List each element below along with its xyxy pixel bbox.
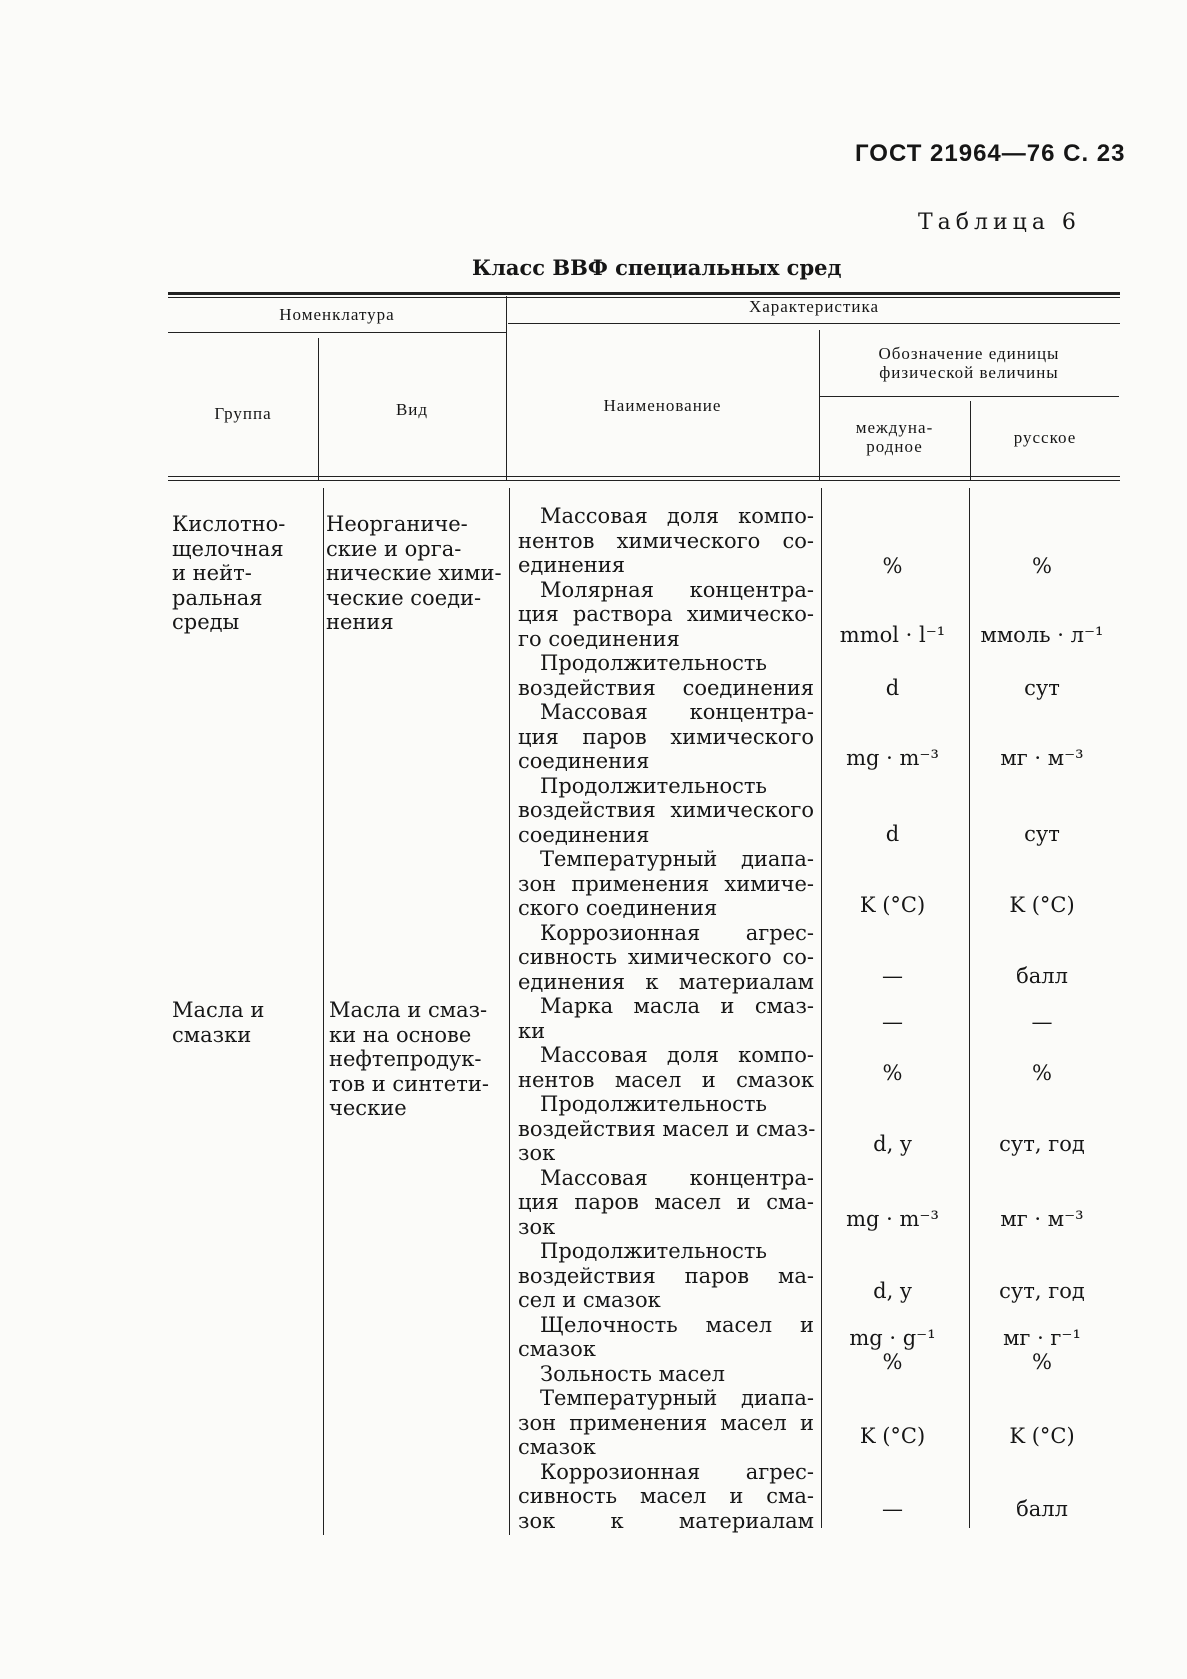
characteristic-names: Массовая доля компо- нентов химического со- единения Молярная концентра- ция раствора химическо- го соединения Продолжительность воздействия соединения Массовая концентра- ция паров химического соединения Продолжительность воздействия химического соединения Температурный диапа- зон применения химиче- ского соединения Коррозионная агрес- сивность химического со- единения к материалам Марка масла и смаз- ки Массовая доля компо- нентов масел и смазок Продолжительность воздействия масел и смаз- зок Массовая концентра- ция паров масел и сма- зок Продолжительность воздействия паров ма- сел и смазок Щелочность масел и смазок Зольность масел Температурный диапа- зон применения масел и смазок Коррозионная агрес- сивность масел и сма- зок к материалам bbox=[518, 504, 816, 1533]
unit-intl-9: % bbox=[882, 1061, 903, 1085]
unit-rus-1: % bbox=[1032, 554, 1052, 578]
unit-intl-4: mg · m⁻³ bbox=[846, 746, 939, 770]
unit-rus-9: % bbox=[1032, 1061, 1052, 1085]
unit-intl-14: % bbox=[882, 1350, 903, 1374]
unit-rus-11: мг · м⁻³ bbox=[1000, 1207, 1084, 1231]
header-russian: русское bbox=[1013, 428, 1077, 447]
unit-rus-2: ммоль · л⁻¹ bbox=[980, 623, 1104, 647]
header-nomenclature: Номенклатура bbox=[279, 305, 395, 324]
unit-rus-16: балл bbox=[1016, 1497, 1068, 1521]
unit-intl-7: — bbox=[882, 964, 903, 988]
unit-rus-6: K (°C) bbox=[1009, 893, 1075, 917]
unit-rus-4: мг · м⁻³ bbox=[1000, 746, 1084, 770]
header-group: Группа bbox=[214, 404, 272, 423]
unit-intl-16: — bbox=[882, 1497, 903, 1521]
unit-rus-7: балл bbox=[1016, 964, 1068, 988]
kind-oils: Масла и смаз- ки на основе нефтепродук- тов и синтети- ческие bbox=[329, 998, 489, 1120]
unit-intl-12: d, y bbox=[873, 1279, 912, 1303]
unit-rus-3: сут bbox=[1024, 676, 1060, 700]
kind-chemical: Неорганиче- ские и орга- нические хими- ческие соеди- нения bbox=[326, 512, 502, 634]
unit-rus-10: сут, год bbox=[999, 1132, 1085, 1156]
table-title: Класс ВВФ специальных сред bbox=[472, 255, 842, 280]
unit-intl-8: — bbox=[882, 1010, 903, 1034]
header-international: междуна- родное bbox=[855, 418, 934, 456]
unit-intl-15: K (°C) bbox=[859, 1424, 926, 1448]
header-characteristic: Характеристика bbox=[748, 297, 880, 316]
unit-intl-2: mmol · l⁻¹ bbox=[839, 623, 946, 647]
group-acid: Кислотно- щелочная и нейт- ральная среды bbox=[172, 512, 286, 634]
unit-intl-13: mg · g⁻¹ bbox=[849, 1326, 936, 1350]
unit-intl-10: d, y bbox=[873, 1132, 912, 1156]
unit-rus-13: мг · г⁻¹ bbox=[1003, 1326, 1081, 1350]
group-oils: Масла и смазки bbox=[172, 998, 265, 1047]
unit-rus-12: сут, год bbox=[999, 1279, 1085, 1303]
header-kind: Вид bbox=[395, 400, 429, 419]
header-unit-designation: Обозначение единицы физической величины bbox=[878, 344, 1060, 382]
unit-intl-6: K (°C) bbox=[859, 893, 926, 917]
header-name: Наименование bbox=[603, 396, 722, 415]
unit-intl-1: % bbox=[882, 554, 903, 578]
unit-rus-15: K (°C) bbox=[1009, 1424, 1075, 1448]
unit-rus-14: % bbox=[1032, 1350, 1052, 1374]
unit-intl-3: d bbox=[885, 676, 900, 700]
unit-rus-8: — bbox=[1031, 1010, 1053, 1034]
table-label: Таблица 6 bbox=[918, 210, 1081, 235]
unit-rus-5: сут bbox=[1024, 822, 1060, 846]
unit-intl-5: d bbox=[885, 822, 900, 846]
page-header: ГОСТ 21964—76 С. 23 bbox=[855, 140, 1126, 167]
unit-intl-11: mg · m⁻³ bbox=[846, 1207, 939, 1231]
